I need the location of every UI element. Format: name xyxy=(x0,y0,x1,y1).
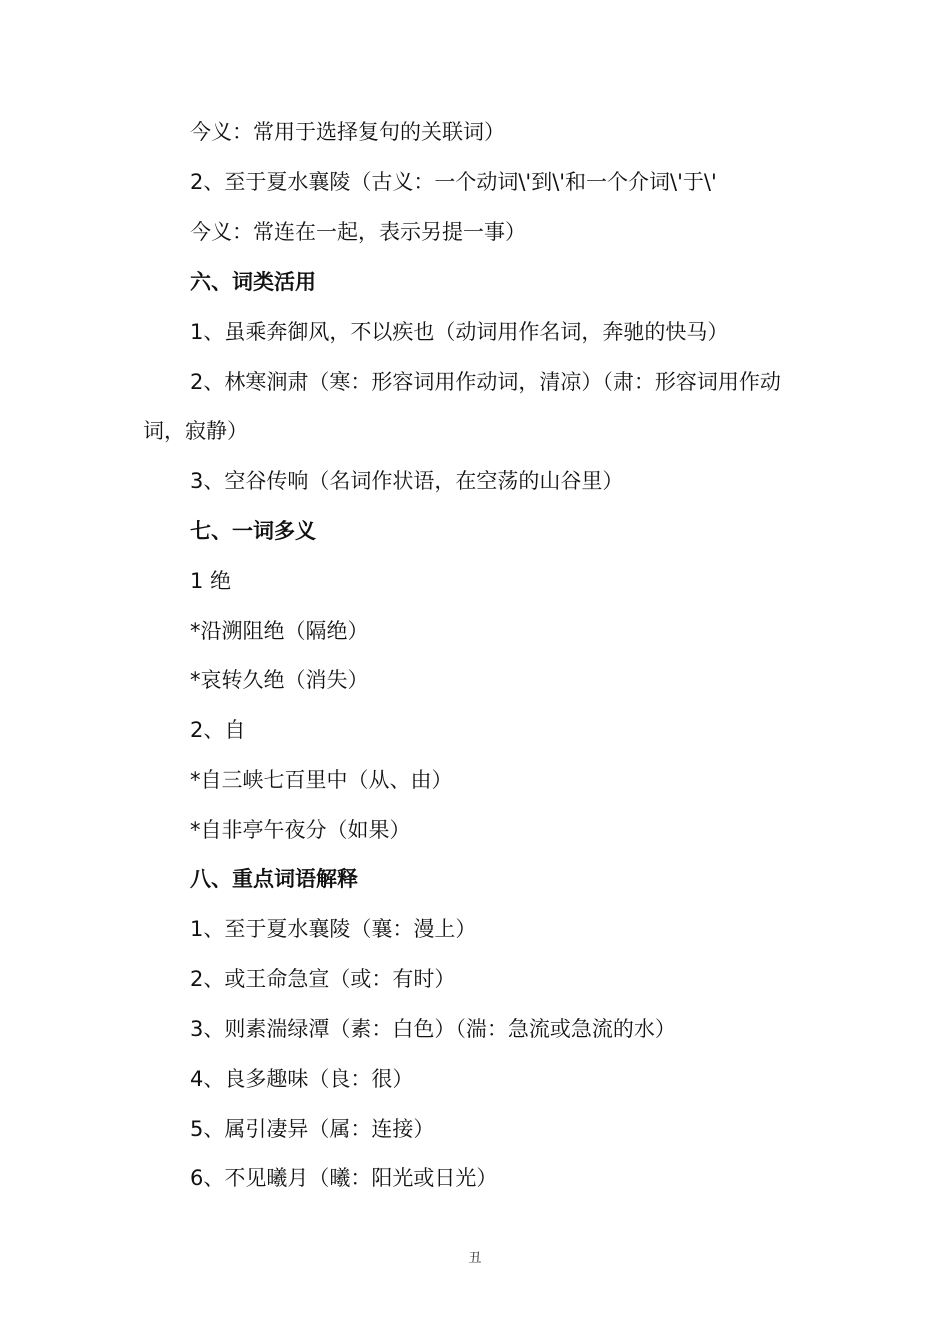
section-heading: 七、一词多义 xyxy=(190,519,316,543)
text-line: 1、虽乘奔御风，不以疾也（动词用作名词，奔驰的快马） xyxy=(190,320,729,344)
page-number: 丑 xyxy=(468,1251,482,1266)
section-heading: 八、重点词语解释 xyxy=(190,867,358,891)
text-line: 5、属引凄异（属：连接） xyxy=(190,1117,435,1141)
text-line: *自非亭午夜分（如果） xyxy=(190,818,411,842)
text-line: 2、或王命急宣（或：有时） xyxy=(190,967,456,991)
text-line: 2、至于夏水襄陵（古义：一个动词\'到\'和一个介词\'于\' xyxy=(190,170,717,194)
text-line: *哀转久绝（消失） xyxy=(190,668,369,692)
text-line: 1 绝 xyxy=(190,569,232,593)
section-heading: 六、词类活用 xyxy=(190,270,316,294)
text-line: 6、不见曦月（曦：阳光或日光） xyxy=(190,1166,498,1190)
text-line: 3、则素湍绿潭（素：白色）（湍：急流或急流的水） xyxy=(190,1017,676,1041)
text-line: 4、良多趣味（良：很） xyxy=(190,1067,414,1091)
text-line: 2、自 xyxy=(190,718,246,742)
text-line: 1、至于夏水襄陵（襄：漫上） xyxy=(190,917,477,941)
text-line: 2、林寒涧肃（寒：形容词用作动词，清凉）（肃：形容词用作动 xyxy=(190,370,781,394)
text-line: 今义：常用于选择复句的关联词） xyxy=(190,120,505,144)
text-line: *沿溯阻绝（隔绝） xyxy=(190,619,369,643)
text-line: 今义：常连在一起，表示另提一事） xyxy=(190,220,526,244)
text-line-continuation: 词，寂静） xyxy=(143,419,248,443)
text-line: *自三峡七百里中（从、由） xyxy=(190,768,453,792)
text-line: 3、空谷传响（名词作状语，在空荡的山谷里） xyxy=(190,469,624,493)
